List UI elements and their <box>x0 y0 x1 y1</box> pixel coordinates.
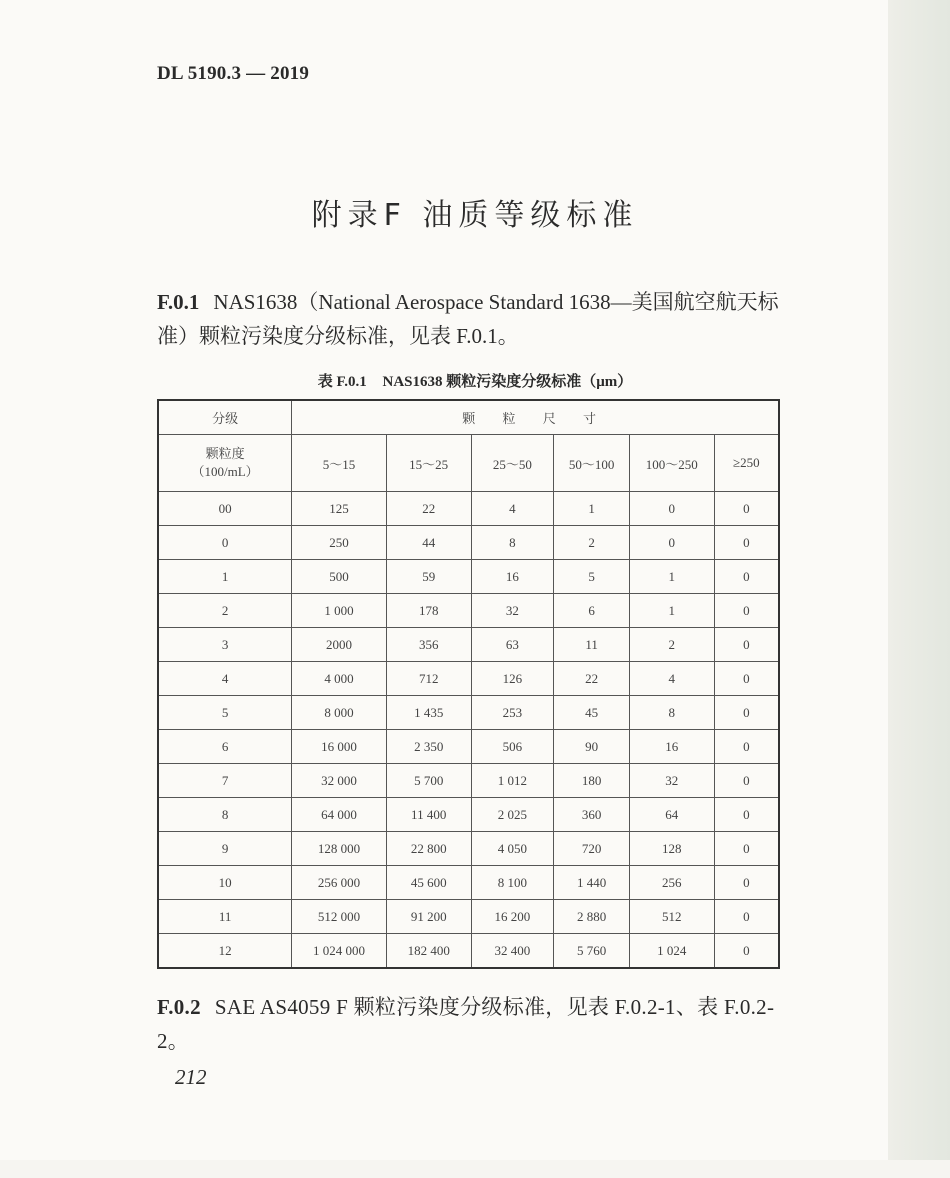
grade-cell: 4 <box>158 662 292 696</box>
count-cell: 4 050 <box>471 832 554 866</box>
count-cell: 2000 <box>292 628 387 662</box>
count-cell: 512 <box>629 900 714 934</box>
grade-cell: 2 <box>158 594 292 628</box>
count-cell: 256 000 <box>292 866 387 900</box>
section-number: F.0.1 <box>157 290 200 314</box>
appendix-title: 附录F 油质等级标准 <box>311 198 639 233</box>
count-cell: 1 440 <box>554 866 630 900</box>
grade-cell: 11 <box>158 900 292 934</box>
count-cell: 4 <box>629 662 714 696</box>
count-cell: 11 <box>554 628 630 662</box>
count-cell: 0 <box>714 696 779 730</box>
count-cell: 1 <box>554 492 630 526</box>
count-cell: 512 000 <box>292 900 387 934</box>
table-caption-title: NAS1638 颗粒污染度分级标准（μm） <box>382 374 633 390</box>
table-row <box>158 628 779 662</box>
count-cell: 0 <box>714 866 779 900</box>
count-cell: 8 000 <box>292 696 387 730</box>
count-cell: 0 <box>629 526 714 560</box>
table-header-row <box>158 400 779 435</box>
particle-grade-table <box>157 399 780 969</box>
count-cell: 16 <box>629 730 714 764</box>
count-cell: 356 <box>386 628 471 662</box>
grade-cell: 9 <box>158 832 292 866</box>
size-column-header: 15～25 <box>386 435 471 492</box>
page-number: 212 <box>175 1065 207 1089</box>
table-row <box>158 764 779 798</box>
size-column-header: 5～15 <box>292 435 387 492</box>
table-row <box>158 492 779 526</box>
count-cell: 5 760 <box>554 934 630 969</box>
count-cell: 0 <box>714 934 779 969</box>
grade-cell: 3 <box>158 628 292 662</box>
size-column-header: 25～50 <box>471 435 554 492</box>
count-cell: 32 <box>629 764 714 798</box>
header-particle-count-label: 颗粒度 （100/mL） <box>191 446 259 479</box>
grade-cell: 0 <box>158 526 292 560</box>
count-cell: 32 000 <box>292 764 387 798</box>
count-cell: 6 <box>554 594 630 628</box>
count-cell: 0 <box>714 628 779 662</box>
count-cell: 22 <box>386 492 471 526</box>
count-cell: 11 400 <box>386 798 471 832</box>
header-particle-count <box>158 435 292 492</box>
count-cell: 2 350 <box>386 730 471 764</box>
section-text: SAE AS4059 F 颗粒污染度分级标准，见表 F.0.2-1、表 F.0.2-2。 <box>157 995 775 1053</box>
count-cell: 22 <box>554 662 630 696</box>
count-cell: 45 600 <box>386 866 471 900</box>
count-cell: 1 024 <box>629 934 714 969</box>
section-number: F.0.2 <box>157 995 201 1019</box>
count-cell: 720 <box>554 832 630 866</box>
count-cell: 0 <box>714 900 779 934</box>
count-cell: 1 000 <box>292 594 387 628</box>
table-row <box>158 730 779 764</box>
count-cell: 1 012 <box>471 764 554 798</box>
grade-cell: 1 <box>158 560 292 594</box>
count-cell: 0 <box>714 730 779 764</box>
count-cell: 0 <box>714 798 779 832</box>
table-row <box>158 900 779 934</box>
count-cell: 4 000 <box>292 662 387 696</box>
count-cell: 712 <box>386 662 471 696</box>
count-cell: 250 <box>292 526 387 560</box>
count-cell: 0 <box>714 492 779 526</box>
section-f01 <box>157 285 787 353</box>
count-cell: 0 <box>629 492 714 526</box>
count-cell: 178 <box>386 594 471 628</box>
table-row <box>158 526 779 560</box>
count-cell: 0 <box>714 594 779 628</box>
table-row <box>158 696 779 730</box>
count-cell: 506 <box>471 730 554 764</box>
table-row <box>158 934 779 969</box>
count-cell: 63 <box>471 628 554 662</box>
count-cell: 16 <box>471 560 554 594</box>
count-cell: 2 <box>629 628 714 662</box>
count-cell: 8 100 <box>471 866 554 900</box>
count-cell: 5 700 <box>386 764 471 798</box>
count-cell: 45 <box>554 696 630 730</box>
table-caption <box>0 370 950 391</box>
grade-cell: 00 <box>158 492 292 526</box>
table-row <box>158 832 779 866</box>
count-cell: 32 400 <box>471 934 554 969</box>
size-column-header: ≥250 <box>714 435 779 492</box>
count-cell: 8 <box>629 696 714 730</box>
count-cell: 44 <box>386 526 471 560</box>
count-cell: 0 <box>714 526 779 560</box>
size-column-header: 50～100 <box>554 435 630 492</box>
count-cell: 126 <box>471 662 554 696</box>
count-cell: 2 025 <box>471 798 554 832</box>
count-cell: 22 800 <box>386 832 471 866</box>
count-cell: 253 <box>471 696 554 730</box>
count-cell: 1 024 000 <box>292 934 387 969</box>
count-cell: 128 <box>629 832 714 866</box>
count-cell: 32 <box>471 594 554 628</box>
grade-cell: 8 <box>158 798 292 832</box>
count-cell: 64 <box>629 798 714 832</box>
table-row <box>158 560 779 594</box>
grade-cell: 7 <box>158 764 292 798</box>
header-grade: 分级 <box>158 400 292 435</box>
grade-cell: 10 <box>158 866 292 900</box>
page-edge <box>888 0 950 1160</box>
count-cell: 2 880 <box>554 900 630 934</box>
document-code: DL 5190.3 — 2019 <box>157 63 310 84</box>
count-cell: 128 000 <box>292 832 387 866</box>
section-text: NAS1638（National Aerospace Standard 1638—美国航空航天标准）颗粒污染度分级标准，见表 F.0.1。 <box>157 290 779 348</box>
count-cell: 90 <box>554 730 630 764</box>
count-cell: 1 <box>629 594 714 628</box>
header-particle-size: 颗 粒 尺 寸 <box>292 400 779 435</box>
count-cell: 1 435 <box>386 696 471 730</box>
table-caption-number: 表 F.0.1 <box>317 374 367 390</box>
count-cell: 360 <box>554 798 630 832</box>
count-cell: 2 <box>554 526 630 560</box>
table-row <box>158 662 779 696</box>
table-size-row <box>158 435 779 492</box>
count-cell: 256 <box>629 866 714 900</box>
table-row <box>158 798 779 832</box>
count-cell: 16 000 <box>292 730 387 764</box>
count-cell: 64 000 <box>292 798 387 832</box>
grade-cell: 6 <box>158 730 292 764</box>
count-cell: 16 200 <box>471 900 554 934</box>
page-bottom-edge <box>0 1160 950 1178</box>
count-cell: 0 <box>714 764 779 798</box>
count-cell: 182 400 <box>386 934 471 969</box>
count-cell: 500 <box>292 560 387 594</box>
count-cell: 59 <box>386 560 471 594</box>
count-cell: 0 <box>714 832 779 866</box>
grade-cell: 5 <box>158 696 292 730</box>
count-cell: 1 <box>629 560 714 594</box>
table-row <box>158 866 779 900</box>
section-f02 <box>157 990 787 1058</box>
count-cell: 180 <box>554 764 630 798</box>
table-row <box>158 594 779 628</box>
count-cell: 4 <box>471 492 554 526</box>
count-cell: 91 200 <box>386 900 471 934</box>
count-cell: 5 <box>554 560 630 594</box>
size-column-header: 100～250 <box>629 435 714 492</box>
count-cell: 8 <box>471 526 554 560</box>
count-cell: 125 <box>292 492 387 526</box>
count-cell: 0 <box>714 560 779 594</box>
count-cell: 0 <box>714 662 779 696</box>
grade-cell: 12 <box>158 934 292 969</box>
